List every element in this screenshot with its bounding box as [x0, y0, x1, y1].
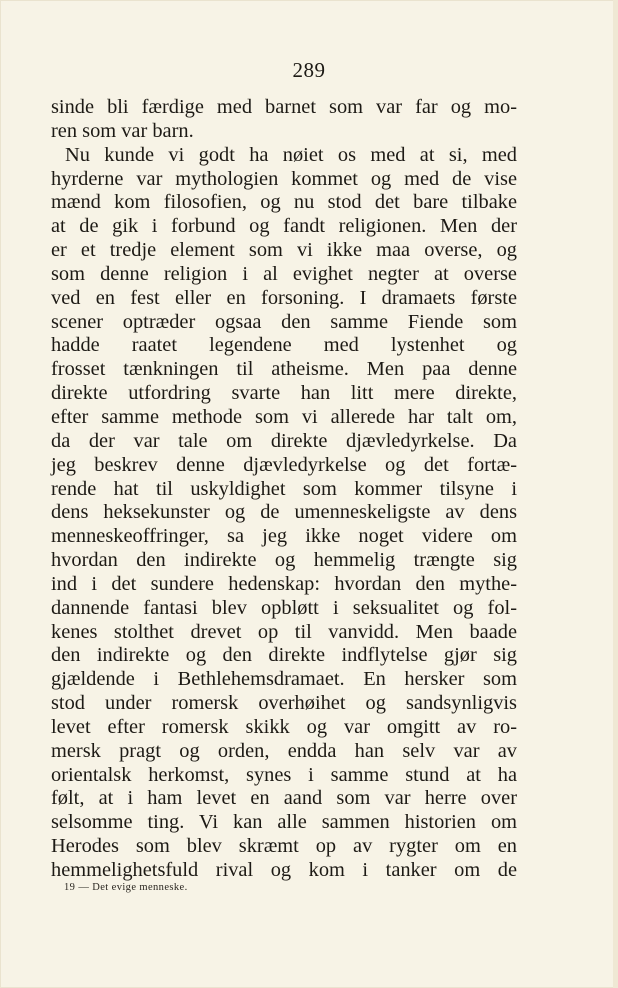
text-line: dens heksekunster og de umenneskeligste av dens	[51, 501, 517, 524]
page-number: 289	[292, 58, 326, 82]
text-line: hyrderne var mythologien kommet og med de vise	[51, 167, 517, 190]
text-line: gjældende i Bethlehemsdramaet. En hersker som	[51, 668, 517, 691]
text-line: kenes stolthet drevet op til vanvidd. Men baade	[51, 620, 517, 643]
text-line: orientalsk herkomst, synes i samme stund at ha	[51, 763, 517, 786]
text-line: efter samme methode som vi allerede har talt om,	[51, 405, 517, 428]
text-line: dannende fantasi blev opbløtt i seksualitet og fol-	[51, 596, 517, 619]
text-line: frosset tænkningen til atheisme. Men paa denne	[51, 358, 517, 381]
text-line: menneskeoffringer, sa jeg ikke noget videre om	[51, 525, 517, 548]
body-text	[51, 96, 517, 883]
text-line: rende hat til uskyldighet som kommer tilsyne i	[51, 477, 517, 500]
signature-footer: 19 — Det evige menneske.	[64, 882, 188, 893]
text-line: ved en fest eller en forsoning. I dramaets første	[51, 286, 517, 309]
text-line: Nu kunde vi godt ha nøiet os med at si, med	[65, 143, 517, 166]
text-line: sinde bli færdige med barnet som var far og mo-	[51, 96, 517, 118]
text-line: følt, at i ham levet en aand som var herre over	[51, 787, 517, 810]
text-line: Herodes som blev skræmt op av rygter om en	[51, 835, 517, 858]
text-line: selsomme ting. Vi kan alle sammen historien om	[51, 811, 517, 834]
text-line: mænd kom filosofien, og nu stod det bare tilbake	[51, 191, 517, 214]
text-line: direkte utfordring svarte han litt mere direkte,	[51, 382, 517, 405]
text-line: er et tredje element som vi ikke maa overse, og	[51, 239, 517, 262]
text-line: stod under romersk overhøihet og sandsynligvis	[51, 692, 517, 715]
text-line: jeg beskrev denne djævledyrkelse og det fortæ-	[51, 453, 517, 476]
text-line: hadde raatet legendene med lystenhet og	[51, 334, 517, 357]
text-line: hemmelighetsfuld rival og kom i tanker om de	[51, 859, 517, 881]
text-line: at de gik i forbund og fandt religionen. Men der	[51, 215, 517, 238]
text-line: scener optræder ogsaa den samme Fiende som	[51, 310, 517, 333]
text-line: ind i det sundere hedenskap: hvordan den mythe-	[51, 572, 517, 595]
text-line: ren som var barn.	[51, 119, 194, 142]
text-line: levet efter romersk skikk og var omgitt av ro-	[51, 715, 517, 738]
text-line: da der var tale om direkte djævledyrkelse. Da	[51, 429, 517, 452]
text-line: som denne religion i al evighet negter at overse	[51, 262, 517, 285]
page-edge	[613, 0, 618, 988]
text-line: den indirekte og den direkte indflytelse gjør sig	[51, 644, 517, 667]
text-line: mersk pragt og orden, endda han selv var av	[51, 739, 517, 762]
text-line: hvordan den indirekte og hemmelig trængte sig	[51, 549, 517, 572]
